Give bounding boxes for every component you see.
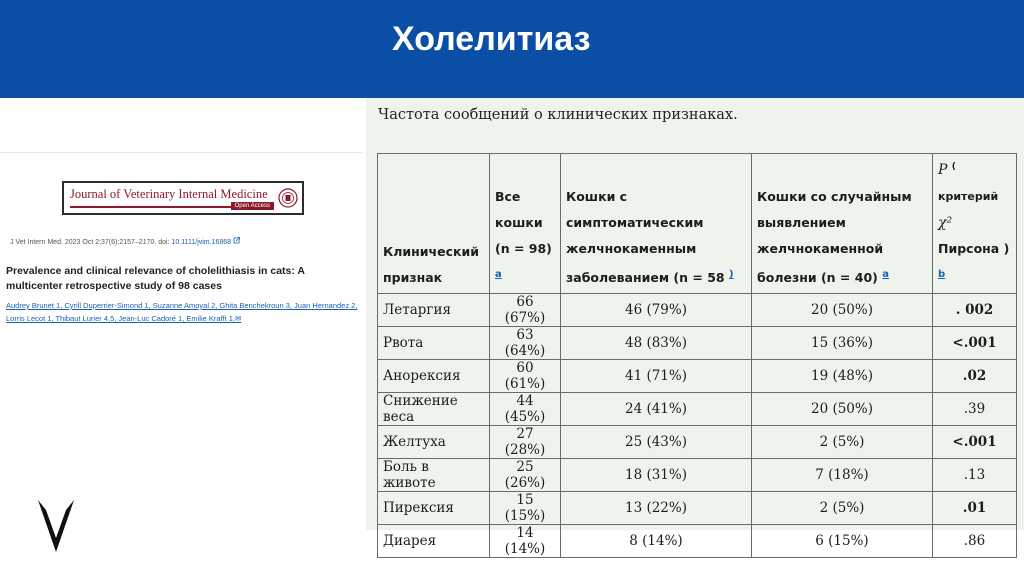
table-row <box>378 294 1017 327</box>
cell-sign: Рвота <box>378 327 490 360</box>
cell-incidental: 2 (5%) <box>752 426 933 459</box>
cell-sign: Желтуха <box>378 426 490 459</box>
cell-sign: Боль в животе <box>378 459 490 492</box>
cell-sign: Снижение веса <box>378 393 490 426</box>
citation-text: J Vet Intern Med. 2023 Oct 2;37(6):2157–2170. doi: <box>10 239 172 246</box>
cell-all: 27 (28%) <box>490 426 561 459</box>
cell-all: 14 (14%) <box>490 525 561 558</box>
table-row <box>378 426 1017 459</box>
table-row <box>378 327 1017 360</box>
cell-symptomatic: 41 (71%) <box>561 360 752 393</box>
cell-incidental: 19 (48%) <box>752 360 933 393</box>
doi-link[interactable]: 10.1111/jvim.16868 <box>171 239 232 246</box>
university-seal-icon <box>278 188 298 208</box>
cell-p-value: .86 <box>933 525 1017 558</box>
table-panel <box>366 98 1024 558</box>
cell-all: 15 (15%) <box>490 492 561 525</box>
cell-symptomatic: 8 (14%) <box>561 525 752 558</box>
col-header-sign: Клинический признак <box>378 154 490 294</box>
cell-p-value: .01 <box>933 492 1017 525</box>
cell-symptomatic: 48 (83%) <box>561 327 752 360</box>
table-row <box>378 459 1017 492</box>
cell-p-value: .02 <box>933 360 1017 393</box>
col-header-symptomatic: Кошки с симптоматическим желчнокаменным заболеванием (n = 58 ) <box>561 154 752 294</box>
cell-incidental: 6 (15%) <box>752 525 933 558</box>
open-access-badge: Open Access <box>231 202 274 210</box>
clinical-signs-table <box>377 153 1017 558</box>
cell-symptomatic: 24 (41%) <box>561 393 752 426</box>
cell-p-value: . 002 <box>933 294 1017 327</box>
paper-reference-card <box>0 152 362 333</box>
cell-symptomatic: 46 (79%) <box>561 294 752 327</box>
slide-header <box>0 0 1024 98</box>
cell-all: 25 (26%) <box>490 459 561 492</box>
cell-all: 60 (61%) <box>490 360 561 393</box>
cell-symptomatic: 18 (31%) <box>561 459 752 492</box>
cell-p-value: <.001 <box>933 426 1017 459</box>
table-row <box>378 393 1017 426</box>
external-link-icon[interactable] <box>233 237 240 244</box>
paper-title: Prevalence and clinical relevance of cholelithiasis in cats: A multicenter retrospective study of 98 cases <box>6 265 305 292</box>
footnote-ref-a[interactable]: a <box>495 269 502 281</box>
cell-all: 66 (67%) <box>490 294 561 327</box>
footnote-ref-b[interactable]: b <box>938 269 946 281</box>
cell-sign: Анорексия <box>378 360 490 393</box>
cell-all: 63 (64%) <box>490 327 561 360</box>
table-row <box>378 525 1017 558</box>
cell-incidental: 15 (36%) <box>752 327 933 360</box>
cell-p-value: <.001 <box>933 327 1017 360</box>
cell-p-value: .39 <box>933 393 1017 426</box>
cell-sign: Пирексия <box>378 492 490 525</box>
v-logo-icon <box>36 498 76 554</box>
paper-authors[interactable]: Audrey Brunet 1, Cyrill Duperrier-Simond 1, Suzanne Amoyal 2, Ghita Benchekroun 3, Juan Hernandez 2, Lorris Lecot 1, Thibaut Lurier 4,5, Jean-Luc Cadoré 1, Emilie Krafft 1,✉ <box>6 301 358 323</box>
footnote-ref[interactable]: ) <box>728 269 734 281</box>
col-header-all: Все кошки (n = 98) $^a$ <box>490 154 561 294</box>
col-header-p: P ( критерий χ² Пирсона ) $^b$ <box>933 154 1017 294</box>
table-row <box>378 492 1017 525</box>
table-row <box>378 360 1017 393</box>
cell-sign: Летаргия <box>378 294 490 327</box>
cell-incidental: 20 (50%) <box>752 294 933 327</box>
cell-incidental: 2 (5%) <box>752 492 933 525</box>
footnote-ref-a[interactable]: a <box>882 269 889 281</box>
journal-logo <box>62 181 304 215</box>
journal-name: Journal of Veterinary Internal Medicine <box>70 187 268 201</box>
cell-symptomatic: 13 (22%) <box>561 492 752 525</box>
cell-sign: Диарея <box>378 525 490 558</box>
cell-incidental: 20 (50%) <box>752 393 933 426</box>
cell-incidental: 7 (18%) <box>752 459 933 492</box>
table-header-row <box>378 154 1017 294</box>
cell-symptomatic: 25 (43%) <box>561 426 752 459</box>
slide-title: Холелитиаз <box>392 20 591 58</box>
table-caption: Частота сообщений о клинических признаках. <box>378 107 738 123</box>
citation-line <box>10 237 240 246</box>
cell-p-value: .13 <box>933 459 1017 492</box>
col-header-incidental: Кошки со случайным выявлением желчнокаменной болезни (n = 40) $^a$ <box>752 154 933 294</box>
cell-all: 44 (45%) <box>490 393 561 426</box>
